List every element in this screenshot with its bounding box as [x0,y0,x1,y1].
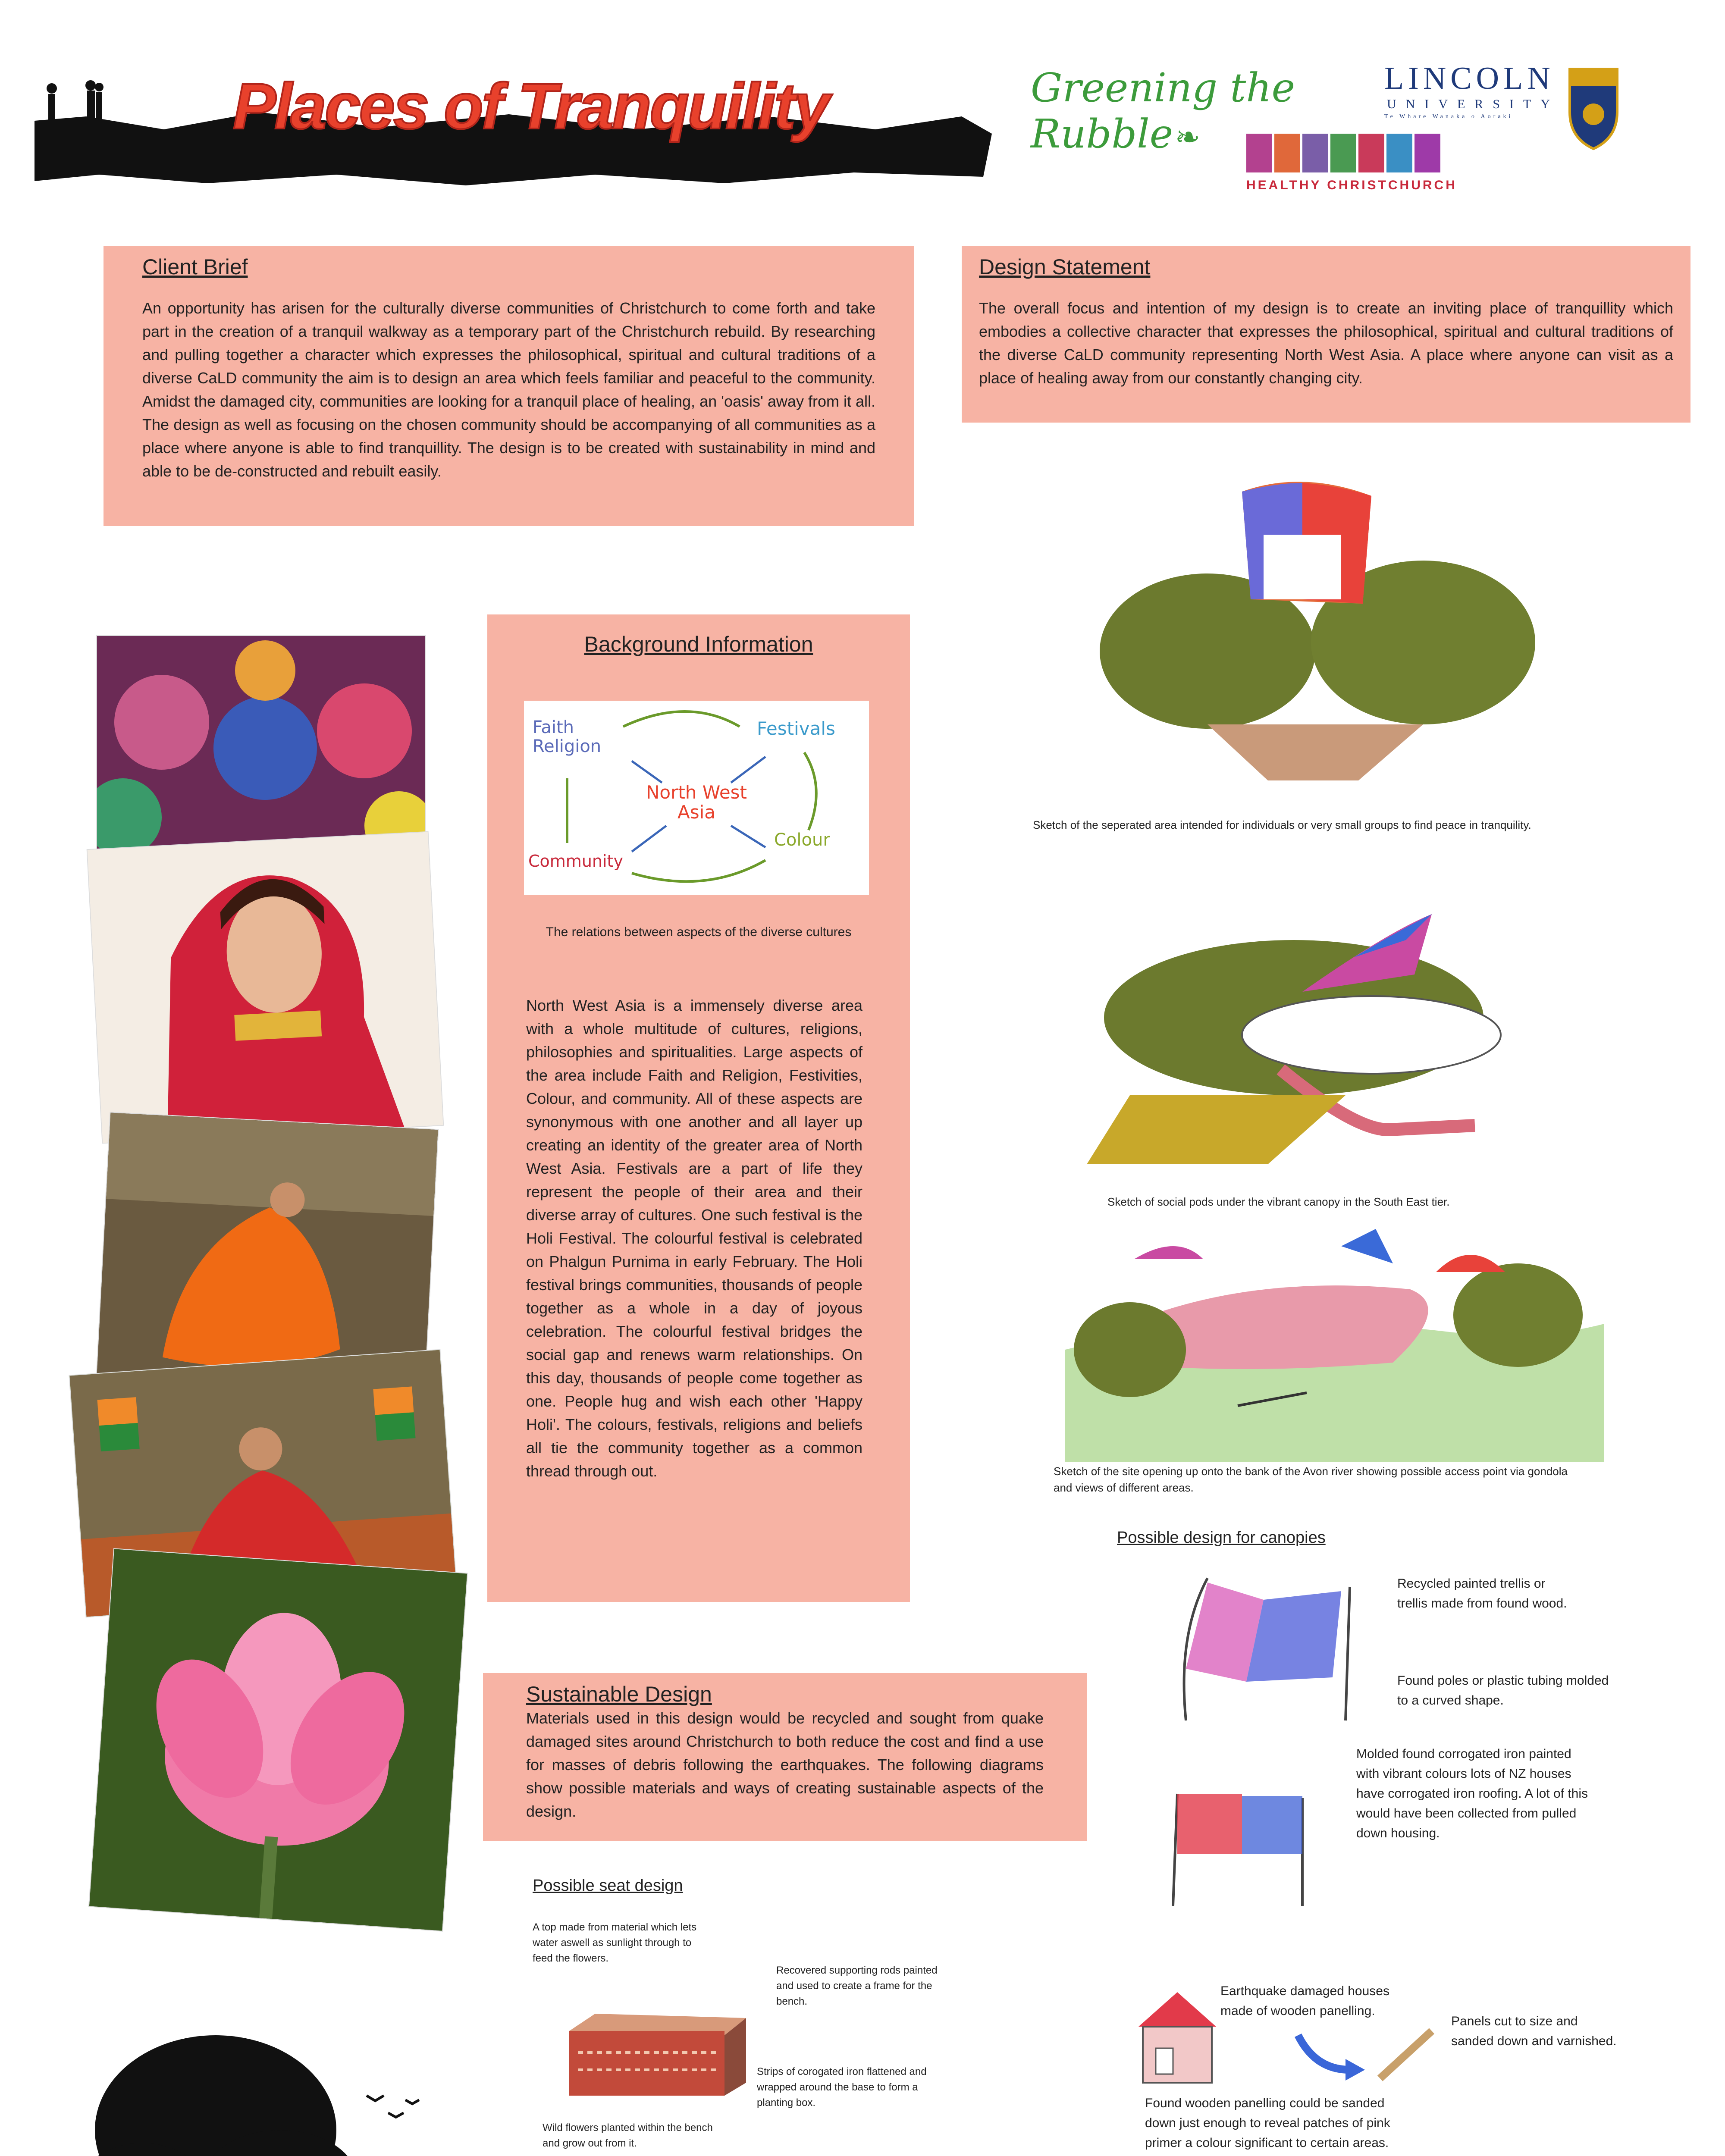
lincoln-university-logo: LINCOLN UNIVERSITY Te Whare Wanaka o Aoraki [1384,60,1617,160]
healthy-icons-strip [1246,134,1445,172]
sustainable-design-panel [483,1673,1087,1841]
design-statement-text: The overall focus and intention of my design is to create an inviting place of tranquillity which embodies a collective character that expresses the philosophical, spiritual and cultural traditions of the diverse CaLD community representing North West Asia. A place where anyone can visit as a place of healing away from our constantly changing city. [979,299,1673,387]
holi-children-photo [97,636,425,856]
university-crest-icon [1565,65,1622,151]
panelling-annotation-found: Found wooden panelling could be sanded down just enough to reveal patches of pink primer a colour significant to certain areas. [1145,2096,1390,2150]
header-banner [34,65,992,194]
footer-silhouette [0,2027,1725,2156]
relations-diagram [524,701,869,895]
sustainable-design-title: Sustainable Design [526,1682,712,1706]
page-title: Places of Tranquility [233,70,828,142]
diagram-center: North West Asia [646,782,747,823]
seat-annotation-flowers: Wild flowers planted within the bench and grow out from it. [543,2122,713,2149]
sketch-social-pods [1087,906,1583,1186]
canopy-annotation-3: Molded found corrogated iron painted with vibrant colours lots of NZ houses have corrogated iron roofing. A lot of this would have been collected from pulled down housing. [1356,1747,1588,1840]
greening-the-rubble-logo: Greening the Rubble ❧ [1031,65,1295,157]
sketch-caption-2: Sketch of social pods under the vibrant canopy in the South East tier. [1107,1195,1450,1208]
diagram-colour: Colour [774,830,830,850]
seat-annotation-rods: Recovered supporting rods painted and used to create a frame for the bench. [776,1965,938,2007]
sustainable-design-text: Materials used in this design would be recycled and sought from quake damaged sites around Christchurch to both reduce the cost and find a use for masses of debris following the earthquakes. The following diagrams show possible materials and ways of creating sustainable aspects of the design. [526,1709,1044,1820]
sketch-separated-area [1078,457,1552,780]
sketch-caption-3: Sketch of the site opening up onto the bank of the Avon river showing possible access point via gondola and views of different areas. [1054,1465,1568,1494]
sketch-avon-river [1065,1220,1604,1462]
background-information-title: Background Information [584,632,813,656]
panelling-annotation-houses: Earthquake damaged houses made of wooden panelling. [1220,1984,1389,2018]
canopy-annotation-2: Found poles or plastic tubing molded to a curved shape. [1397,1673,1609,1708]
indian-bride-photo [88,832,443,1143]
canopy-iron-sketch [1164,1785,1320,1906]
diagram-festivals: Festivals [757,718,835,739]
background-text: North West Asia is a immensely diverse area with a whole multitude of cultures, religions, philosophies and spiritualities. Large aspects of the area include Faith and Religion, Festivities, Colour, and community. All of these aspects are synonymous with one another and all layer up creating an identity of the greater area of North West Asia. Festivals are a part of life they represent the people of their area and their diverse array of cultures. One such festival is the Holi Festival. The colourful festival is celebrated on Phalgun Purnima in early February. The Holi festival brings communities, thousands of people together as a whole in a day of joyous celebration. The colourful festival bridges the social gap and renews warm relationships. On this day, thousands of people come together as one. People hug and wish each other 'Happy Holi'. The colours, festivals, religions and beliefs all tie the community together as a common thread through out. [526,997,862,1480]
canopies-title: Possible design for canopies [1117,1529,1326,1547]
canopy-trellis-sketch [1160,1570,1376,1725]
sketch-caption-1: Sketch of the seperated area intended for individuals or very small groups to find peace in tranquility. [1033,818,1531,831]
client-brief-title: Client Brief [142,255,248,279]
background-information-panel [487,614,910,1602]
dancer-orange-photo [97,1113,438,1393]
healthy-christchurch-logo: HEALTHY CHRISTCHURCH [1246,134,1462,198]
seat-design-title: Possible seat design [533,1877,683,1895]
client-brief-text: An opportunity has arisen for the culturally diverse communities of Christchurch to come forth and take part in the creation of a tranquil walkway as a temporary part of the Christchurch rebuild. By researching and pulling together a character which expresses the philosophical, spiritual and cultural traditions of a diverse CaLD community the aim is to design an area which feels familiar and peaceful to the community. Amidst the damaged city, communities are looking for a tranquil place of healing, an 'oasis' away from it all. The design as well as focusing on the chosen community should be accompanying of all communities as a place where anyone is able to find tranquillity. The design is to be created with sustainability in mind and able to be de-constructed and rebuilt easily. [142,299,875,480]
design-statement-panel [962,246,1690,423]
design-statement-title: Design Statement [979,255,1151,279]
diagram-community: Community [528,852,623,871]
lotus-flower-photo [89,1549,467,1930]
leaf-icon: ❧ [1175,120,1201,154]
diagram-faith: Faith Religion [533,718,602,756]
relations-diagram-caption: The relations between aspects of the diverse cultures [546,925,852,939]
client-brief-panel [104,246,914,526]
panelling-annotation-panels: Panels cut to size and sanded down and varnished. [1451,2014,1617,2048]
seat-annotation-top: A top made from material which lets water aswell as sunlight through to feed the flowers. [533,1921,697,1964]
seat-annotation-iron: Strips of corogated iron flattened and wrapped around the base to form a planting box. [757,2066,927,2109]
canopy-annotation-1: Recycled painted trellis or trellis made from found wood. [1397,1576,1567,1611]
